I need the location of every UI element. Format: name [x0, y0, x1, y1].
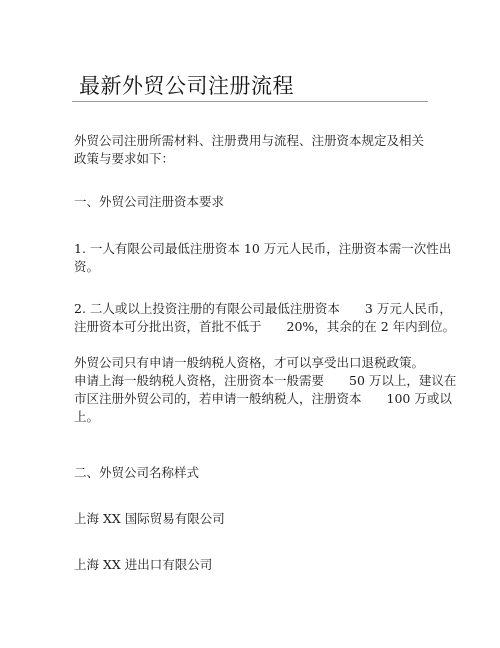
section-1-heading — [74, 193, 434, 211]
section-2-heading-text: 二、外贸公司名称样式 — [74, 465, 200, 480]
tax-note-line-2: 申请上海一般纳税人资格，注册资本一般需要 50 万以上，建议在 — [74, 373, 457, 388]
title-divider — [72, 101, 428, 102]
section-1-heading-text: 一、外贸公司注册资本要求 — [74, 194, 225, 209]
tax-note-paragraph — [74, 354, 457, 426]
tax-note-line-1: 外贸公司只有申请一般纳税人资格，才可以享受出口退税政策。 — [74, 355, 425, 370]
name-example-2-text: 上海 XX 进出口有限公司 — [74, 557, 213, 572]
tax-note-line-3: 市区注册外贸公司的，若申请一般纳税人，注册资本 100 万或以 — [74, 391, 452, 406]
item-1-line-1: 1. 一人有限公司最低注册资本 10 万元人民币，注册资本需一次性出 — [74, 241, 452, 256]
name-example-1-text: 上海 XX 国际贸易有限公司 — [74, 511, 225, 526]
requirement-item-2 — [74, 300, 456, 336]
item-2-line-2: 注册资本可分批出资，首批不低于 20%，其余的在 2 年内到位。 — [74, 319, 456, 334]
requirement-item-1 — [74, 240, 452, 276]
intro-line-2: 政策与要求如下： — [74, 151, 175, 166]
section-2-heading — [74, 464, 434, 482]
document-title: 最新外贸公司注册流程 — [79, 74, 294, 98]
tax-note-line-4: 上。 — [74, 409, 100, 424]
intro-paragraph — [74, 132, 434, 168]
name-example-1 — [74, 510, 434, 528]
intro-line-1: 外贸公司注册所需材料、注册费用与流程、注册资本规定及相关 — [74, 133, 425, 148]
item-2-line-1: 2. 二人或以上投资注册的有限公司最低注册资本 3 万元人民币， — [74, 301, 452, 316]
name-example-2 — [74, 556, 434, 574]
item-1-line-2: 资。 — [74, 259, 100, 274]
